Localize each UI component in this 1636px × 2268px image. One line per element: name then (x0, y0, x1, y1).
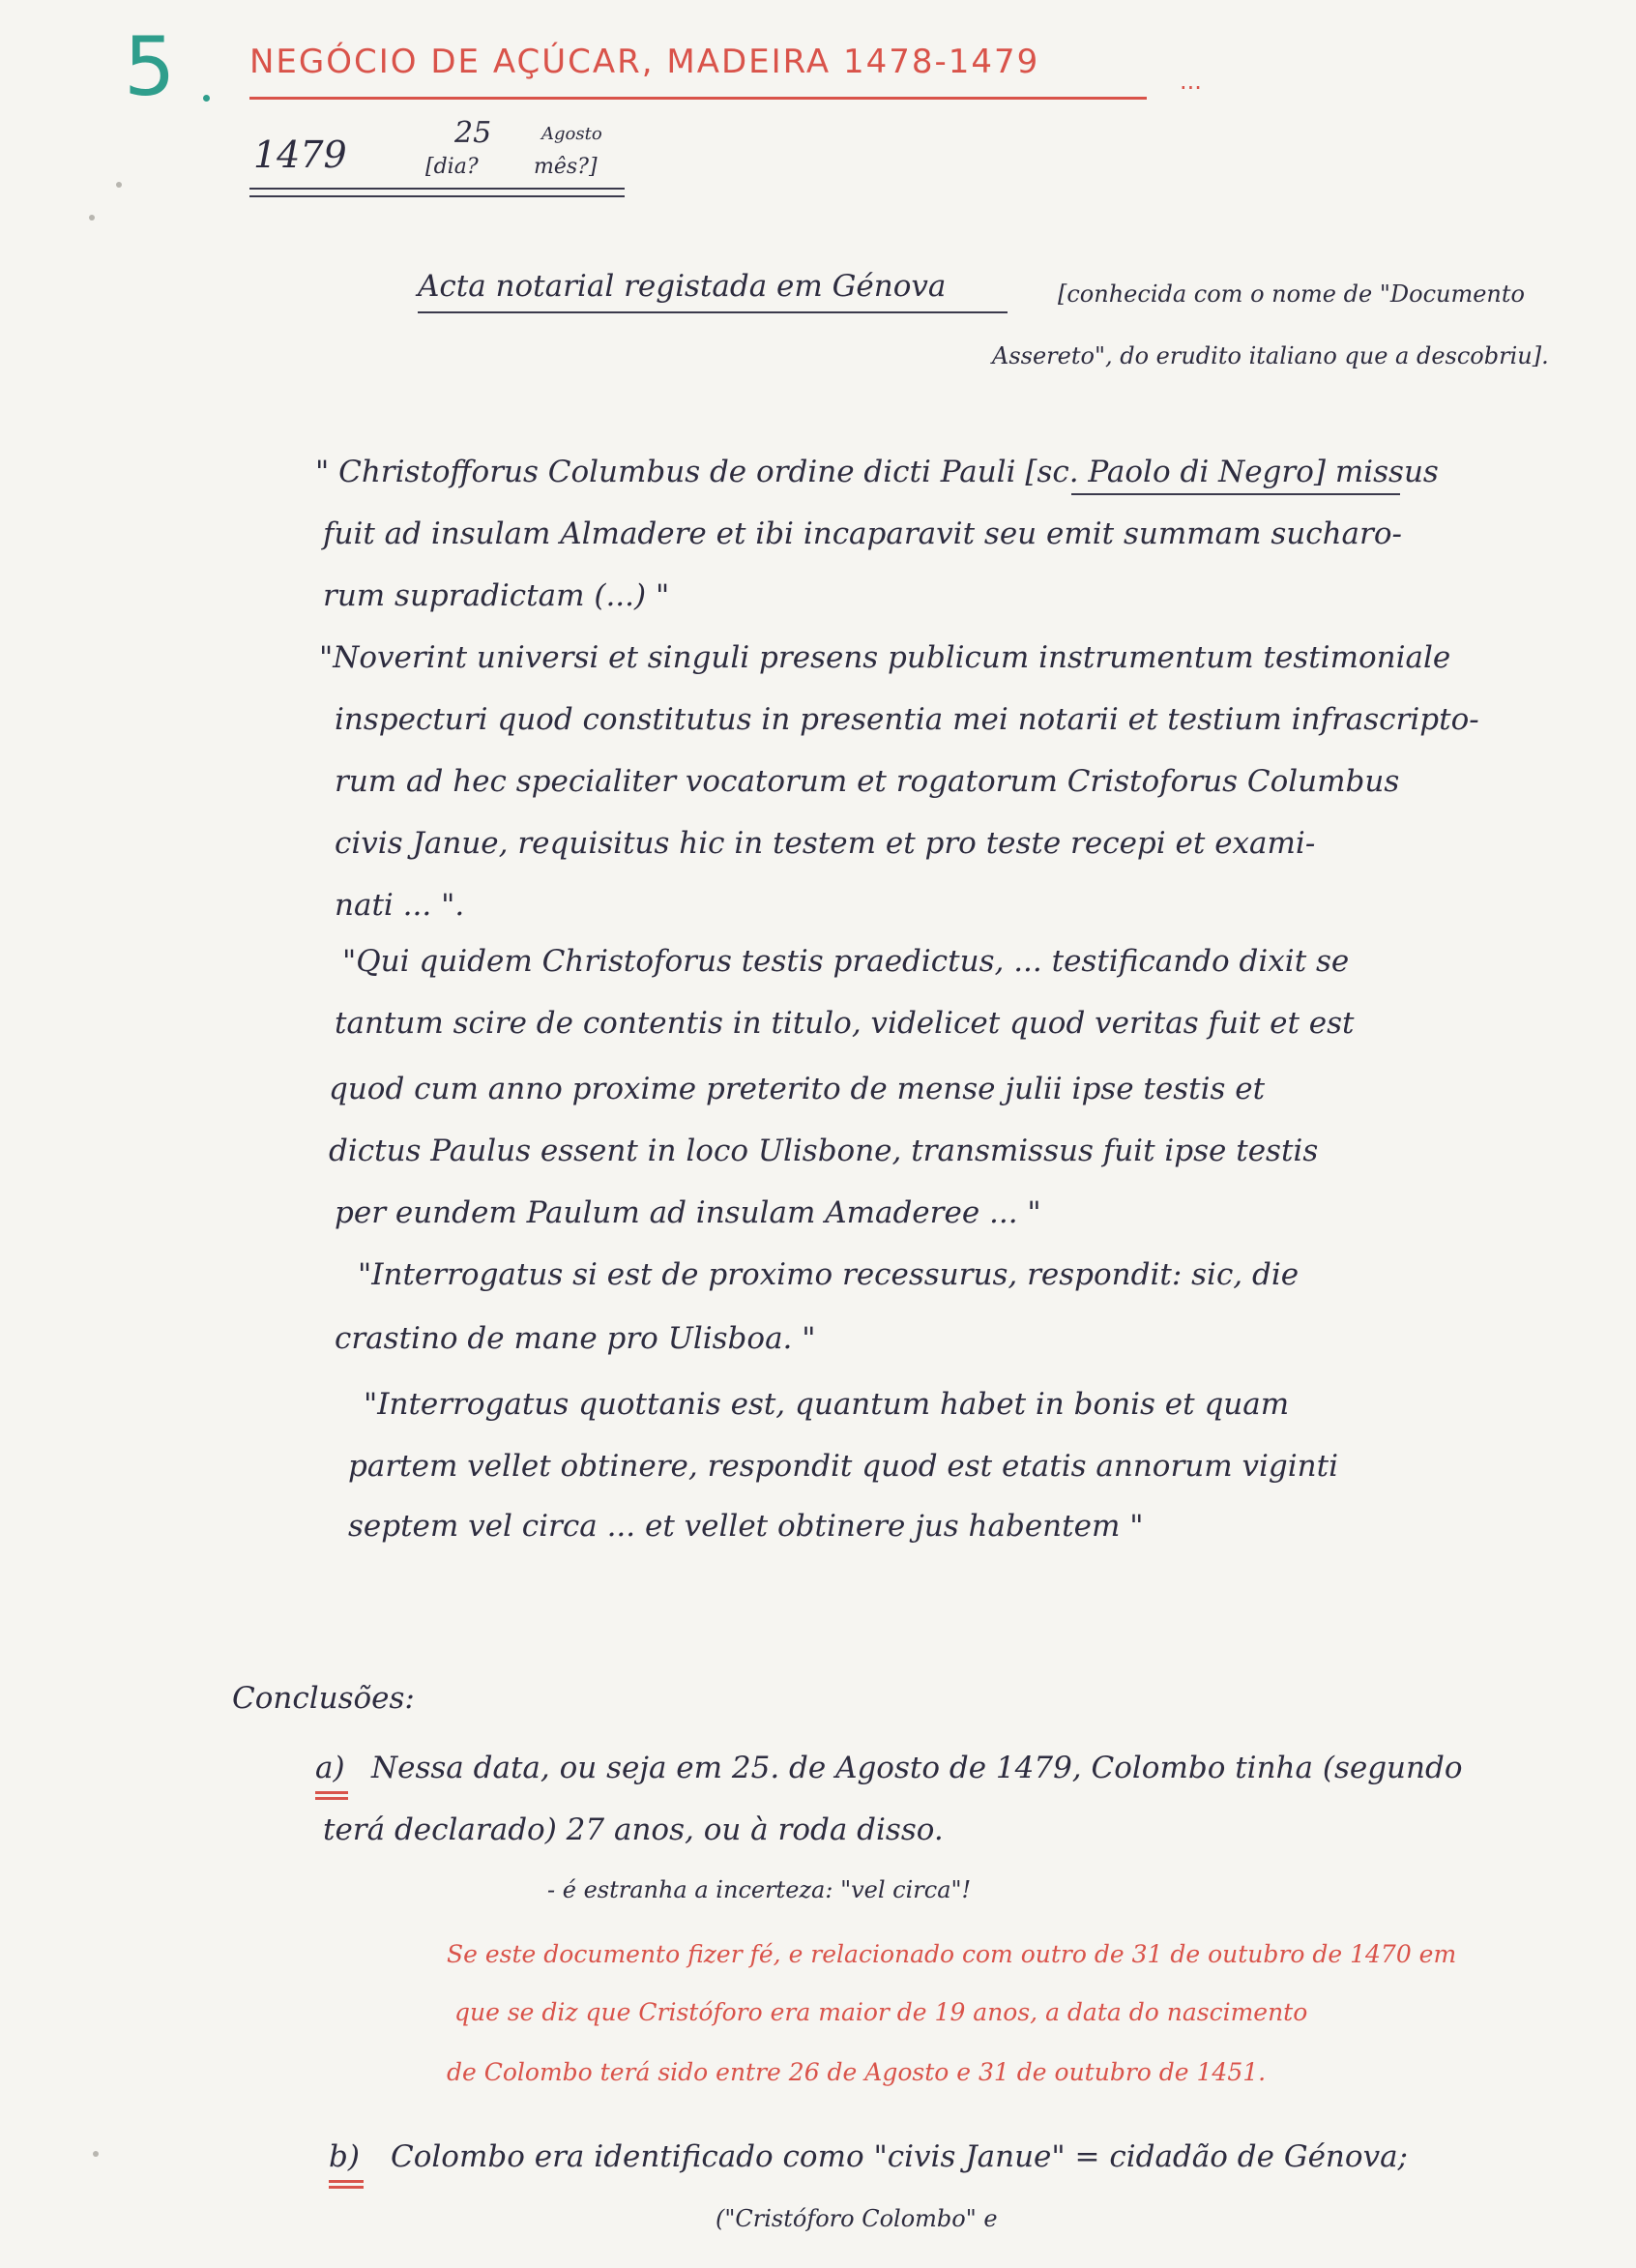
paper-speck (93, 2151, 99, 2157)
paper-speck (89, 215, 95, 221)
quote-line: rum ad hec specialiter vocatorum et rogatorum Cristoforus Columbus (335, 764, 1400, 799)
quote-line: "Interrogatus si est de proximo recessurus, respondit: sic, die (358, 1257, 1300, 1292)
source-heading-underline (418, 311, 1008, 313)
quote-line: dictus Paulus essent in loco Ulisbone, transmissus fuit ipse testis (329, 1134, 1319, 1168)
conclusions-heading: Conclusões: (232, 1681, 415, 1716)
quote-line: "Noverint universi et singuli presens publicum instrumentum testimoniale (319, 640, 1451, 675)
source-note-line1: [conhecida com o nome de "Documento (1058, 280, 1525, 308)
red-note-line3: de Colombo terá sido entre 26 de Agosto e 31 de outubro de 1451. (447, 2058, 1267, 2086)
quote-line: tantum scire de contentis in titulo, videlicet quod veritas fuit et est (335, 1006, 1355, 1041)
page-title: NEGÓCIO DE AÇÚCAR, MADEIRA 1478-1479 (249, 43, 1040, 81)
quote-line: partem vellet obtinere, respondit quod est etatis annorum viginti (348, 1449, 1339, 1484)
quote-underline-negro (1071, 493, 1400, 495)
conclusion-a-line1: Nessa data, ou seja em 25. de Agosto de 1479, Colombo tinha (segundo (371, 1751, 1463, 1785)
quote-line: civis Janue, requisitus hic in testem et pro teste recepi et exami- (335, 826, 1316, 861)
date-month: Agosto (541, 124, 602, 144)
conclusion-a-remark: - é estranha a incerteza: "vel circa"! (547, 1876, 972, 1903)
conclusion-b-underline-2 (329, 2186, 364, 2189)
conclusion-b-underline (329, 2180, 364, 2183)
conclusion-b-line2: ("Cristóforo Colombo" e (716, 2205, 998, 2232)
quote-line: nati ... ". (335, 888, 465, 923)
paper-speck (116, 182, 122, 188)
section-dot (203, 95, 210, 102)
date-day: 25 (454, 116, 492, 150)
quote-line: rum supradictam (...) " (323, 578, 670, 613)
quote-line: per eundem Paulum ad insulam Amaderee ... " (335, 1195, 1041, 1230)
conclusion-a-underline (315, 1791, 348, 1794)
red-note-line1: Se este documento fizer fé, e relacionado com outro de 31 de outubro de 1470 em (447, 1940, 1457, 1968)
source-heading: Acta notarial registada em Génova (418, 269, 947, 304)
quote-line: "Qui quidem Christoforus testis praedictus, ... testificando dixit se (342, 944, 1350, 979)
quote-line: quod cum anno proxime preterito de mense julii ipse testis et (329, 1072, 1266, 1106)
date-underline-1 (249, 188, 625, 190)
date-day-label: [dia? (425, 155, 479, 179)
section-number: 5 (124, 19, 176, 114)
quote-line: crastino de mane pro Ulisboa. " (335, 1321, 816, 1356)
conclusion-a-line2: terá declarado) 27 anos, ou à roda disso. (323, 1812, 944, 1847)
conclusion-b-line1: Colombo era identificado como "civis Janue" = cidadão de Génova; (391, 2139, 1409, 2174)
quote-line: fuit ad insulam Almadere et ibi incaparavit seu emit summam sucharo- (323, 516, 1402, 551)
quote-line: inspecturi quod constitutus in presentia mei notarii et testium infrascripto- (335, 702, 1479, 737)
source-note-line2: Assereto", do erudito italiano que a descobriu]. (992, 342, 1549, 369)
conclusion-a-underline-2 (315, 1797, 348, 1800)
quote-line: "Interrogatus quottanis est, quantum habet in bonis et quam (364, 1387, 1290, 1422)
quote-line: septem vel circa ... et vellet obtinere jus habentem " (348, 1509, 1144, 1544)
date-month-label: mês?] (534, 155, 598, 179)
quote-line: " Christofforus Columbus de ordine dicti Pauli [sc. Paolo di Negro] missus (315, 455, 1439, 489)
title-trail: ... (1180, 68, 1202, 95)
conclusion-b-label: b) (329, 2139, 360, 2174)
date-underline-2 (249, 195, 625, 197)
date-year: 1479 (253, 133, 347, 176)
red-note-line2: que se diz que Cristóforo era maior de 19 anos, a data do nascimento (454, 1998, 1308, 2026)
title-underline (249, 97, 1147, 100)
conclusion-a-label: a) (315, 1751, 345, 1785)
